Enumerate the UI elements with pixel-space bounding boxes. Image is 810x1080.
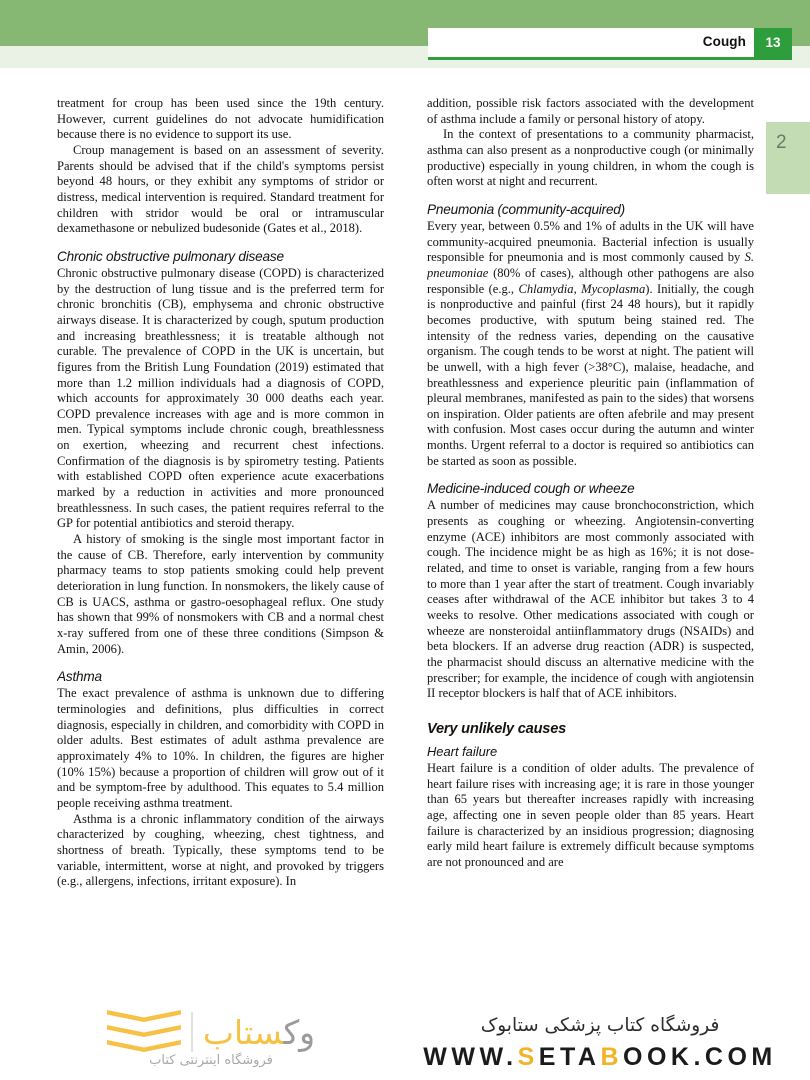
running-head-title: Cough [702, 34, 746, 49]
chevron-logo-icon [107, 1009, 181, 1055]
heading-copd: Chronic obstructive pulmonary disease [57, 248, 284, 264]
setabook-logo [46, 1010, 376, 1076]
logo-wordmark [202, 1012, 316, 1052]
text-run: (80% of cases), although other pathogens are also responsible (e.g., [427, 265, 754, 296]
paragraph: Croup management is based on an assessment of severity. Parents should be advised that if the child's symptoms persist beyond 48 hours, or they exhibit any symptoms of stridor or distress, medical intervention is required. Standard treatment for children with stridor would be oral or intramuscular dexamethasone or nebulized budesonide (Gates et al., 2018). [57, 142, 384, 236]
logo-subtitle: فروشگاه اینترنتی کتاب [149, 1053, 273, 1068]
footer-watermark [0, 1004, 810, 1080]
paragraph: In the context of presentations to a community pharmacist, asthma can also present as a nonproductive cough (or minimally productive) especially in young children, in whom the cough is often worst at night and recurrent. [427, 127, 754, 189]
footer-url[interactable] [400, 1043, 800, 1072]
species-name-chlamydia-mycoplasma: Chlamydia, Mycoplasma [518, 281, 646, 296]
logo-row [46, 1010, 376, 1054]
heading-very-unlikely-causes: Very unlikely causes [427, 720, 567, 737]
page-number: 13 [754, 28, 792, 57]
logo-word-gold: ستاب [202, 1012, 284, 1052]
text-run: ). Initially, the cough is nonproductive and painful (first 24 48 hours), but it rapidly becomes productive, with sputum being stained red. The intensity of the redness varies, depending on the causative organism. The cough tends to be worst at night. The patient will be unwell, with a high fever (>38°C), malaise, headache, and breathlessness and experience pleuritic pain (inflammation of pleural membranes, manifested as pain to the sides) that worsens on inspiration. Older patients are often afebrile and may present with confusion. Most cases occur during the autumn and winter months. Urgent referral to a doctor is required so antibiotics can be started as soon as possible. [427, 281, 754, 468]
left-column [57, 96, 384, 1001]
paragraph: Asthma is a chronic inflammatory condition of the airways characterized by coughing, wheezing, chest tightness, and shortness of breath. Typically, these symptoms tend to be variable, intermittent, worse at night, and provoked by triggers (e.g., allergens, infections, irritant exposure). In [57, 811, 384, 889]
paragraph: A number of medicines may cause bronchoconstriction, which presents as coughing or wheezing. Angiotensin-converting enzyme (ACE) inhibitors are most commonly associated with cough. The incidence might be as high as 16%; it is not dose-related, and time to onset is variable, ranging from a few hours to more than 1 year after the start of treatment. Cough invariably ceases after withdrawal of the ACE inhibitor but takes 3 to 4 weeks to resolve. Other medications associated with cough or wheeze are nonsteroidal antiinflammatory drugs (NSAIDs) and beta blockers. If an adverse drug reaction (ADR) is suspected, the pharmacist should discuss an alternative medicine with the prescriber; for example, the incidence of cough with angiotensin II receptor blockers is half that of ACE inhibitors. [427, 498, 754, 701]
paragraph: treatment for croup has been used since the 19th century. However, current guidelines do not advocate humidification because there is no evidence to support its use. [57, 96, 384, 142]
heading-medicine-induced: Medicine-induced cough or wheeze [427, 481, 635, 497]
footer-tagline-persian: فروشگاه کتاب پزشکی ستابوک [480, 1015, 720, 1036]
paragraph: A history of smoking is the single most important factor in the cause of CB. Therefore, early intervention by community pharmacy teams to stop patients smoking could help prevent deterioration in lung function. In nonsmokers, the likely cause of CB is UACS, asthma or gastro-oesophageal reflux. One study has shown that 99% of nonsmokers with CB and a normal chest x-ray suffered from one of these three conditions (Simpson & Amin, 2006). [57, 532, 384, 656]
logo-word-grey: وک [283, 1012, 316, 1052]
heading-heart-failure: Heart failure [427, 743, 498, 759]
paragraph-pneumonia [427, 219, 754, 470]
url-highlight-s: S [517, 1042, 539, 1071]
text-columns [57, 96, 754, 1001]
url-suffix: OOK.COM [623, 1042, 777, 1071]
url-highlight-b: B [600, 1042, 624, 1071]
right-column [427, 96, 754, 1001]
footer-branding [400, 1012, 800, 1072]
url-eta: ETA [538, 1042, 601, 1071]
text-run: Every year, between 0.5% and 1% of adults in the UK will have community-acquired pneumonia. Bacterial infection is usually responsible for pneumonia and is most commonly caused by [427, 218, 754, 265]
paragraph: addition, possible risk factors associated with the development of asthma include a family or personal history of atopy. [427, 96, 754, 126]
paragraph: Heart failure is a condition of older adults. The prevalence of heart failure rises with increasing age; it is rare in those younger than 65 years but thereafter increases rapidly with increasing age, affecting one in seven people older than 85 years. Heart failure is characterized by an insidious progression; diagnosing early mild heart failure is extremely difficult because symptoms are not pronounced and are [427, 760, 754, 869]
chapter-number: 2 [776, 132, 787, 153]
running-head [428, 28, 792, 60]
logo-divider [191, 1012, 193, 1052]
paragraph: Chronic obstructive pulmonary disease (COPD) is characterized by the destruction of lung tissue and is the preferred term for chronic bronchitis (CB), emphysema and chronic obstructive airways disease. It is characterized by cough, sputum production and increasing breathlessness; it is treatable although not curable. The prevalence of COPD in the UK is uncertain, but figures from the British Lung Foundation (2019) estimated that more than 1.2 million individuals had a diagnosis of COPD, which accounts for approximately 30 000 deaths each year. COPD prevalence increases with age and is more common in men. Typical symptoms include chronic cough, breathlessness on exertion, wheezing and recurrent chest infections. Confirmation of the diagnosis is by spirometry testing. Patients with established COPD often experience acute exacerbations marked by a reduction in activities and more pronounced breathlessness. In such cases, the patient requires referral to the GP for potential antibiotics and steroid therapy. [57, 265, 384, 531]
url-prefix: WWW. [423, 1042, 518, 1071]
chapter-thumb-tab [766, 122, 810, 194]
species-name-s-pneumoniae: S. pneumoniae [427, 250, 754, 280]
heading-asthma: Asthma [57, 669, 102, 685]
heading-pneumonia: Pneumonia (community-acquired) [427, 201, 625, 217]
paragraph: The exact prevalence of asthma is unknown due to differing terminologies and definitions, plus difficulties in correct diagnosis, especially in children, and comorbidity with COPD in older adults. Best estimates of adult asthma prevalence are approximately 4% to 10%. In children, the figures are higher (10% 15%) because a proportion of children will grow out of it and be symptom-free by adulthood. This equates to 5.4 million people receiving asthma treatment. [57, 686, 384, 810]
